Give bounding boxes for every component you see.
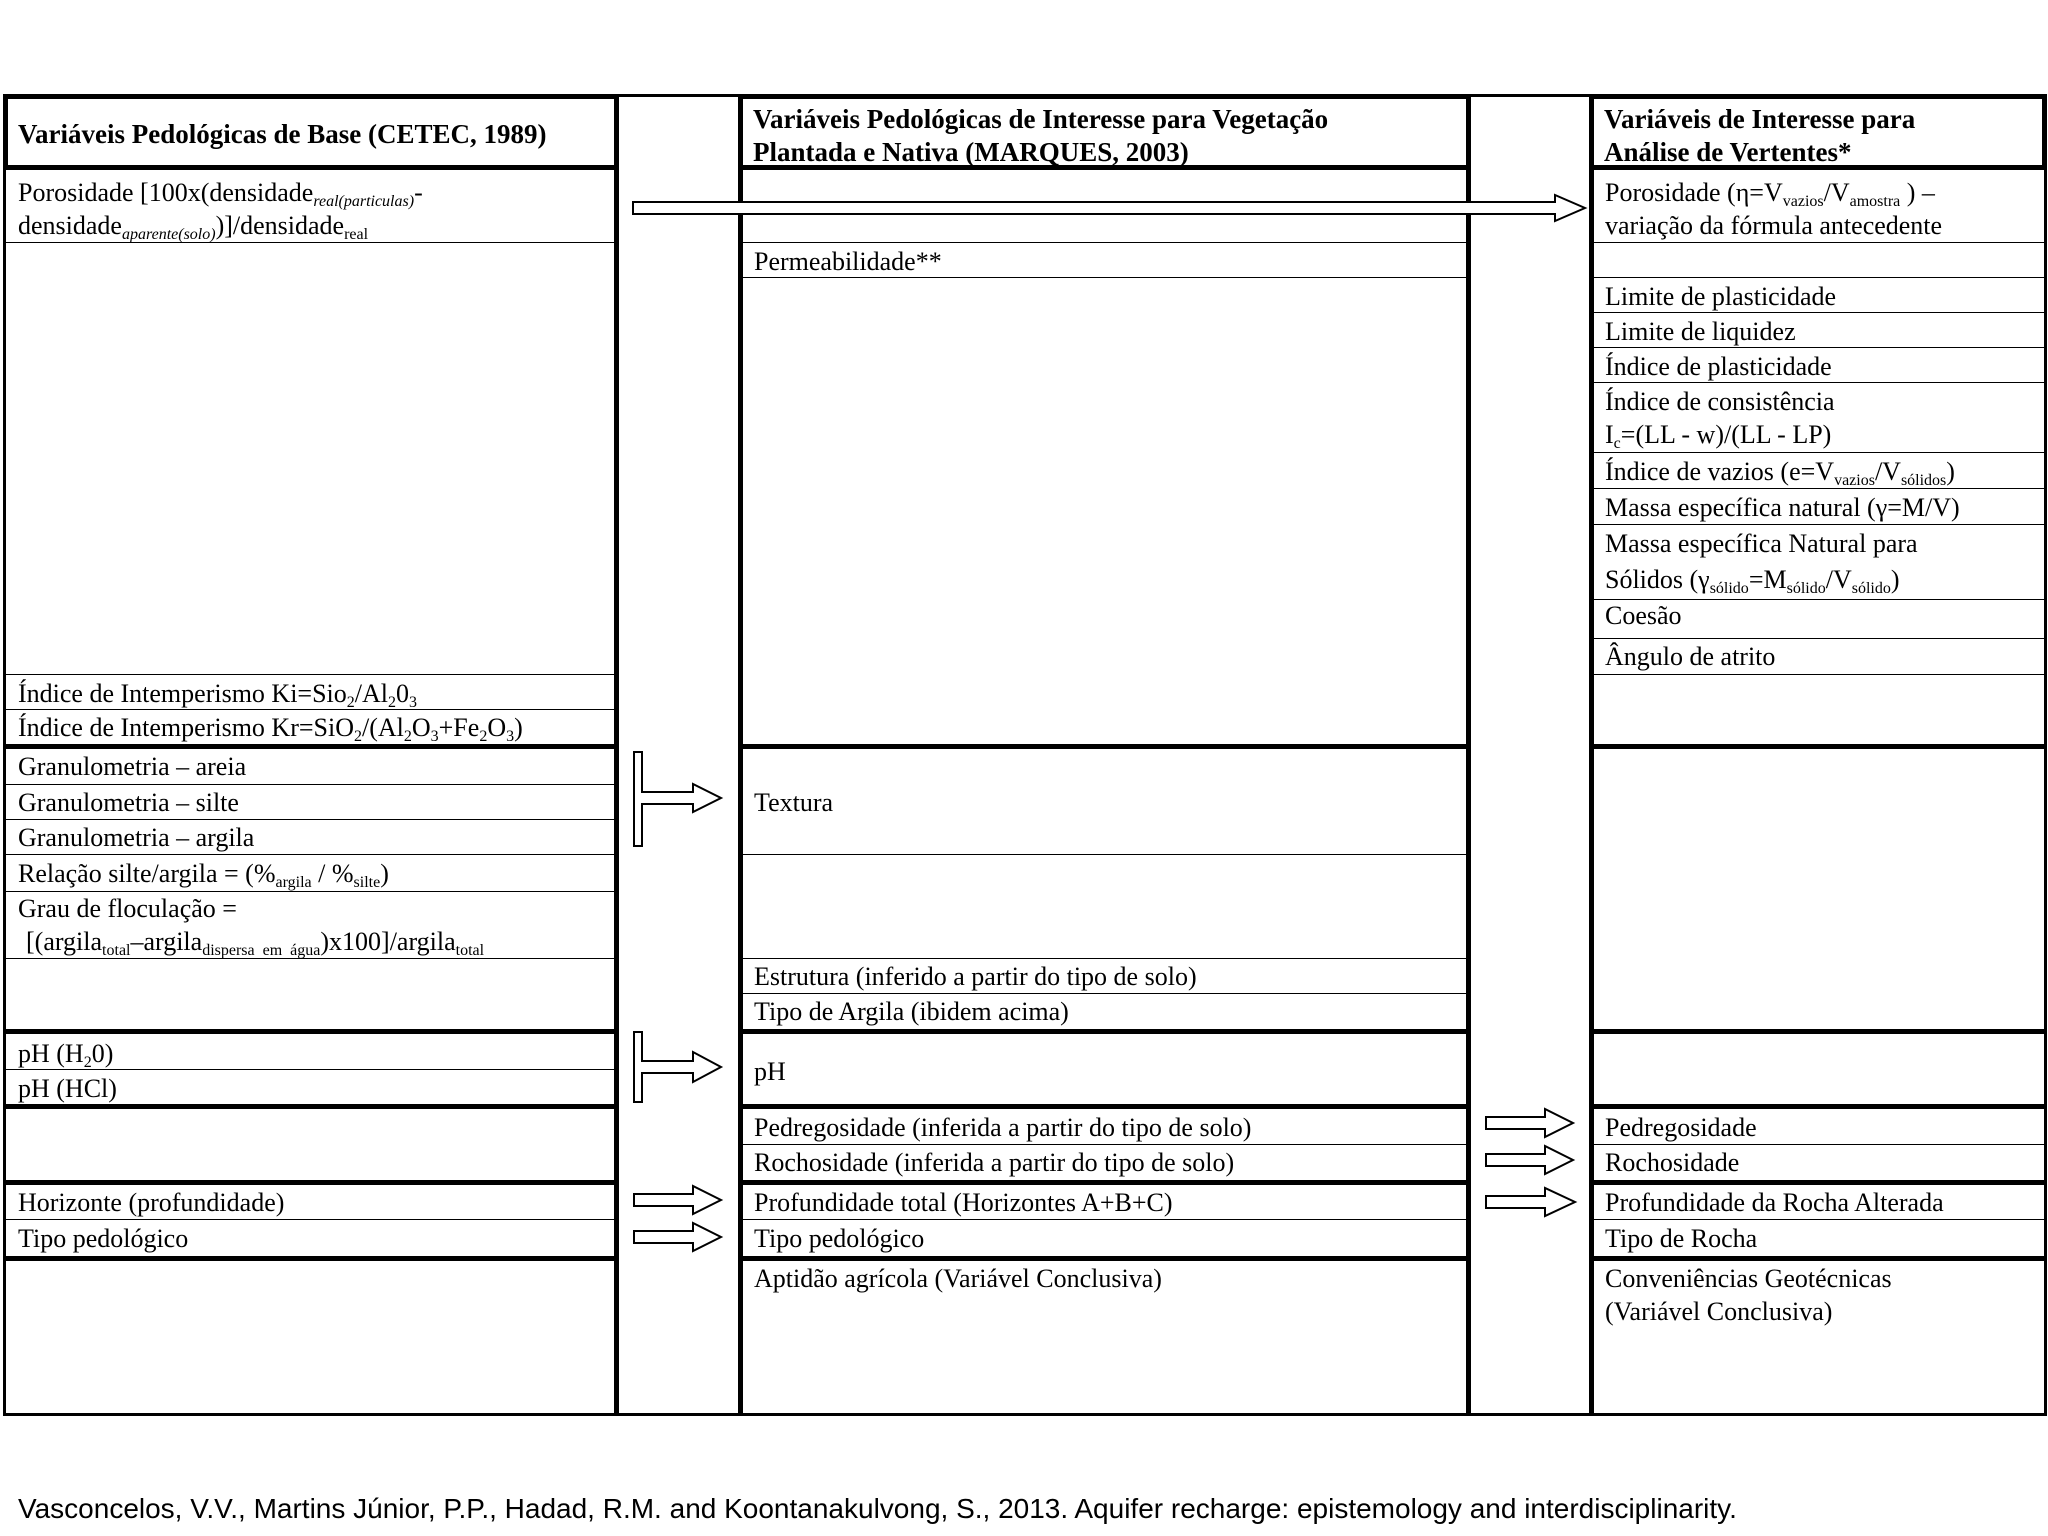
col2-aptidao: Aptidão agrícola (Variável Conclusiva) xyxy=(754,1264,1162,1293)
col3-angulo-atrito: Ângulo de atrito xyxy=(1605,642,1776,671)
text-run: Índice de Intemperismo Kr=SiO xyxy=(18,713,354,742)
subscript: vazios xyxy=(1834,472,1875,489)
subscript: 2 xyxy=(353,728,362,745)
subscript: silte xyxy=(353,874,381,891)
subscript: 2 xyxy=(346,694,355,711)
col2-rochosidade: Rochosidade (inferida a partir do tipo de solo) xyxy=(754,1148,1235,1177)
text-run: ) – xyxy=(1900,178,1935,207)
subscript: total xyxy=(455,942,485,959)
text-run: Porosidade [100x(densidade xyxy=(18,178,314,207)
subscript: 3 xyxy=(409,694,417,711)
text-run: ) xyxy=(1890,565,1900,594)
text-run: Relação silte/argila = (% xyxy=(18,859,276,888)
header-col2-line1: Variáveis Pedológicas de Interesse para Vegetação xyxy=(753,104,1329,134)
col3-limite-liquidez: Limite de liquidez xyxy=(1605,317,1796,346)
text-run: pH (H xyxy=(18,1039,84,1068)
text-run: =M xyxy=(1748,565,1787,594)
long-porosity-arrow xyxy=(633,195,1585,221)
text-run: O xyxy=(411,713,431,742)
subscript: dispersa em água xyxy=(202,942,321,959)
text-run: / % xyxy=(311,859,354,888)
bracket-ph-arrow xyxy=(634,1032,721,1102)
col3-tipo-rocha: Tipo de Rocha xyxy=(1605,1224,1758,1253)
text-run: [(argila xyxy=(26,927,103,956)
subscript: real(particulas) xyxy=(313,193,415,210)
text-run: )x100]/argila xyxy=(320,927,456,956)
header-col3-line1: Variáveis de Interesse para xyxy=(1604,104,1916,134)
text-run: ) xyxy=(380,859,389,888)
text-run: Índice de vazios (e=V xyxy=(1605,457,1835,486)
text-run: Índice de Intemperismo Ki=Sio xyxy=(18,679,347,708)
col2-ph: pH xyxy=(754,1057,786,1086)
subscript: 2 xyxy=(388,694,396,711)
col1-gran-silte: Granulometria – silte xyxy=(18,788,239,817)
text-run: I xyxy=(1605,420,1614,449)
text-run: ) xyxy=(1946,457,1955,486)
text-run: Grau de floculação = xyxy=(18,894,237,923)
text-run: /V xyxy=(1823,178,1850,207)
text-run: Porosidade (η=V xyxy=(1605,178,1783,207)
col1-horizonte: Horizonte (profundidade) xyxy=(18,1188,285,1217)
header-col3-line2: Análise de Vertentes* xyxy=(1604,137,1852,167)
subscript: vazios xyxy=(1782,193,1824,210)
col2-pedregosidade: Pedregosidade (inferida a partir do tipo de solo) xyxy=(754,1113,1252,1142)
text-run: Índice de consistência xyxy=(1605,387,1835,416)
col2-textura: Textura xyxy=(754,788,834,817)
subscript: amostra xyxy=(1849,193,1901,210)
text-run: /(Al xyxy=(361,713,404,742)
subscript: sólido xyxy=(1709,580,1749,597)
header-col2-line2: Plantada e Nativa (MARQUES, 2003) xyxy=(753,137,1189,167)
subscript: 3 xyxy=(430,728,439,745)
text-run: +Fe xyxy=(438,713,480,742)
subscript: 2 xyxy=(479,728,488,745)
col1-ph-hcl: pH (HCl) xyxy=(18,1074,117,1103)
text-run: /V xyxy=(1825,565,1852,594)
col1-gran-areia: Granulometria – areia xyxy=(18,752,247,781)
col2-permeabilidade: Permeabilidade** xyxy=(754,247,942,276)
col2-profundidade: Profundidade total (Horizontes A+B+C) xyxy=(754,1188,1173,1217)
profundidade-arrow xyxy=(1486,1188,1575,1216)
col3-limite-plasticidade: Limite de plasticidade xyxy=(1605,282,1837,311)
col1-gran-argila: Granulometria – argila xyxy=(18,823,255,852)
citation: Vasconcelos, V.V., Martins Júnior, P.P., Hadad, R.M. and Koontanakulvong, S., 2013. Aquifer recharge: epistemology and interdisciplinarity. xyxy=(18,1493,1737,1524)
rochosidade-arrow xyxy=(1486,1146,1573,1174)
header-col1-text: Variáveis Pedológicas de Base (CETEC, 1989) xyxy=(18,119,547,149)
tipo-pedologico-arrow xyxy=(634,1223,721,1251)
subscript: sólido xyxy=(1851,580,1891,597)
text-run: ) xyxy=(514,713,523,742)
pedregosidade-arrow xyxy=(1486,1109,1573,1137)
col2-tipo-argila: Tipo de Argila (ibidem acima) xyxy=(754,997,1069,1026)
col3-massa-natural: Massa específica natural (γ=M/V) xyxy=(1605,493,1960,522)
text-run: (Variável Conclusiva) xyxy=(1605,1297,1833,1326)
text-run: =(LL - w)/(LL - LP) xyxy=(1620,420,1832,449)
col3-indice-plasticidade: Índice de plasticidade xyxy=(1605,352,1832,381)
subscript: sólidos xyxy=(1900,472,1947,489)
subscript: sólido xyxy=(1786,580,1826,597)
col2-tipo-pedologico: Tipo pedológico xyxy=(754,1224,925,1253)
text-run: Massa específica Natural para xyxy=(1605,529,1918,558)
text-run: 0 xyxy=(396,679,409,708)
text-run: variação da fórmula antecedente xyxy=(1605,211,1943,240)
text-run: - xyxy=(414,178,423,207)
subscript: 2 xyxy=(403,728,412,745)
col3-profundidade-rocha: Profundidade da Rocha Alterada xyxy=(1605,1188,1944,1217)
col2-estrutura: Estrutura (inferido a partir do tipo de solo) xyxy=(754,962,1197,991)
subscript: 3 xyxy=(506,728,515,745)
subscript: real xyxy=(344,226,369,243)
text-run: )]/densidade xyxy=(215,211,345,240)
horizonte-arrow xyxy=(634,1186,721,1214)
subscript: total xyxy=(102,942,131,959)
text-run: densidade xyxy=(18,211,122,240)
text-run: O xyxy=(487,713,507,742)
bracket-granulometria-arrow xyxy=(634,752,721,846)
text-run: Sólidos (γ xyxy=(1605,565,1710,594)
text-run: 0) xyxy=(91,1039,114,1068)
subscript: c xyxy=(1613,435,1621,452)
text-run: /Al xyxy=(354,679,388,708)
col3-rochosidade: Rochosidade xyxy=(1605,1148,1740,1177)
subscript: argila xyxy=(275,874,312,891)
subscript: 2 xyxy=(83,1054,92,1071)
text-run: /V xyxy=(1874,457,1901,486)
text-run: Conveniências Geotécnicas xyxy=(1605,1264,1892,1293)
col1-tipo-pedologico: Tipo pedológico xyxy=(18,1224,189,1253)
col3-coesao: Coesão xyxy=(1605,601,1682,630)
col3-pedregosidade: Pedregosidade xyxy=(1605,1113,1757,1142)
subscript: aparente(solo) xyxy=(121,226,216,243)
text-run: –argila xyxy=(130,927,203,956)
